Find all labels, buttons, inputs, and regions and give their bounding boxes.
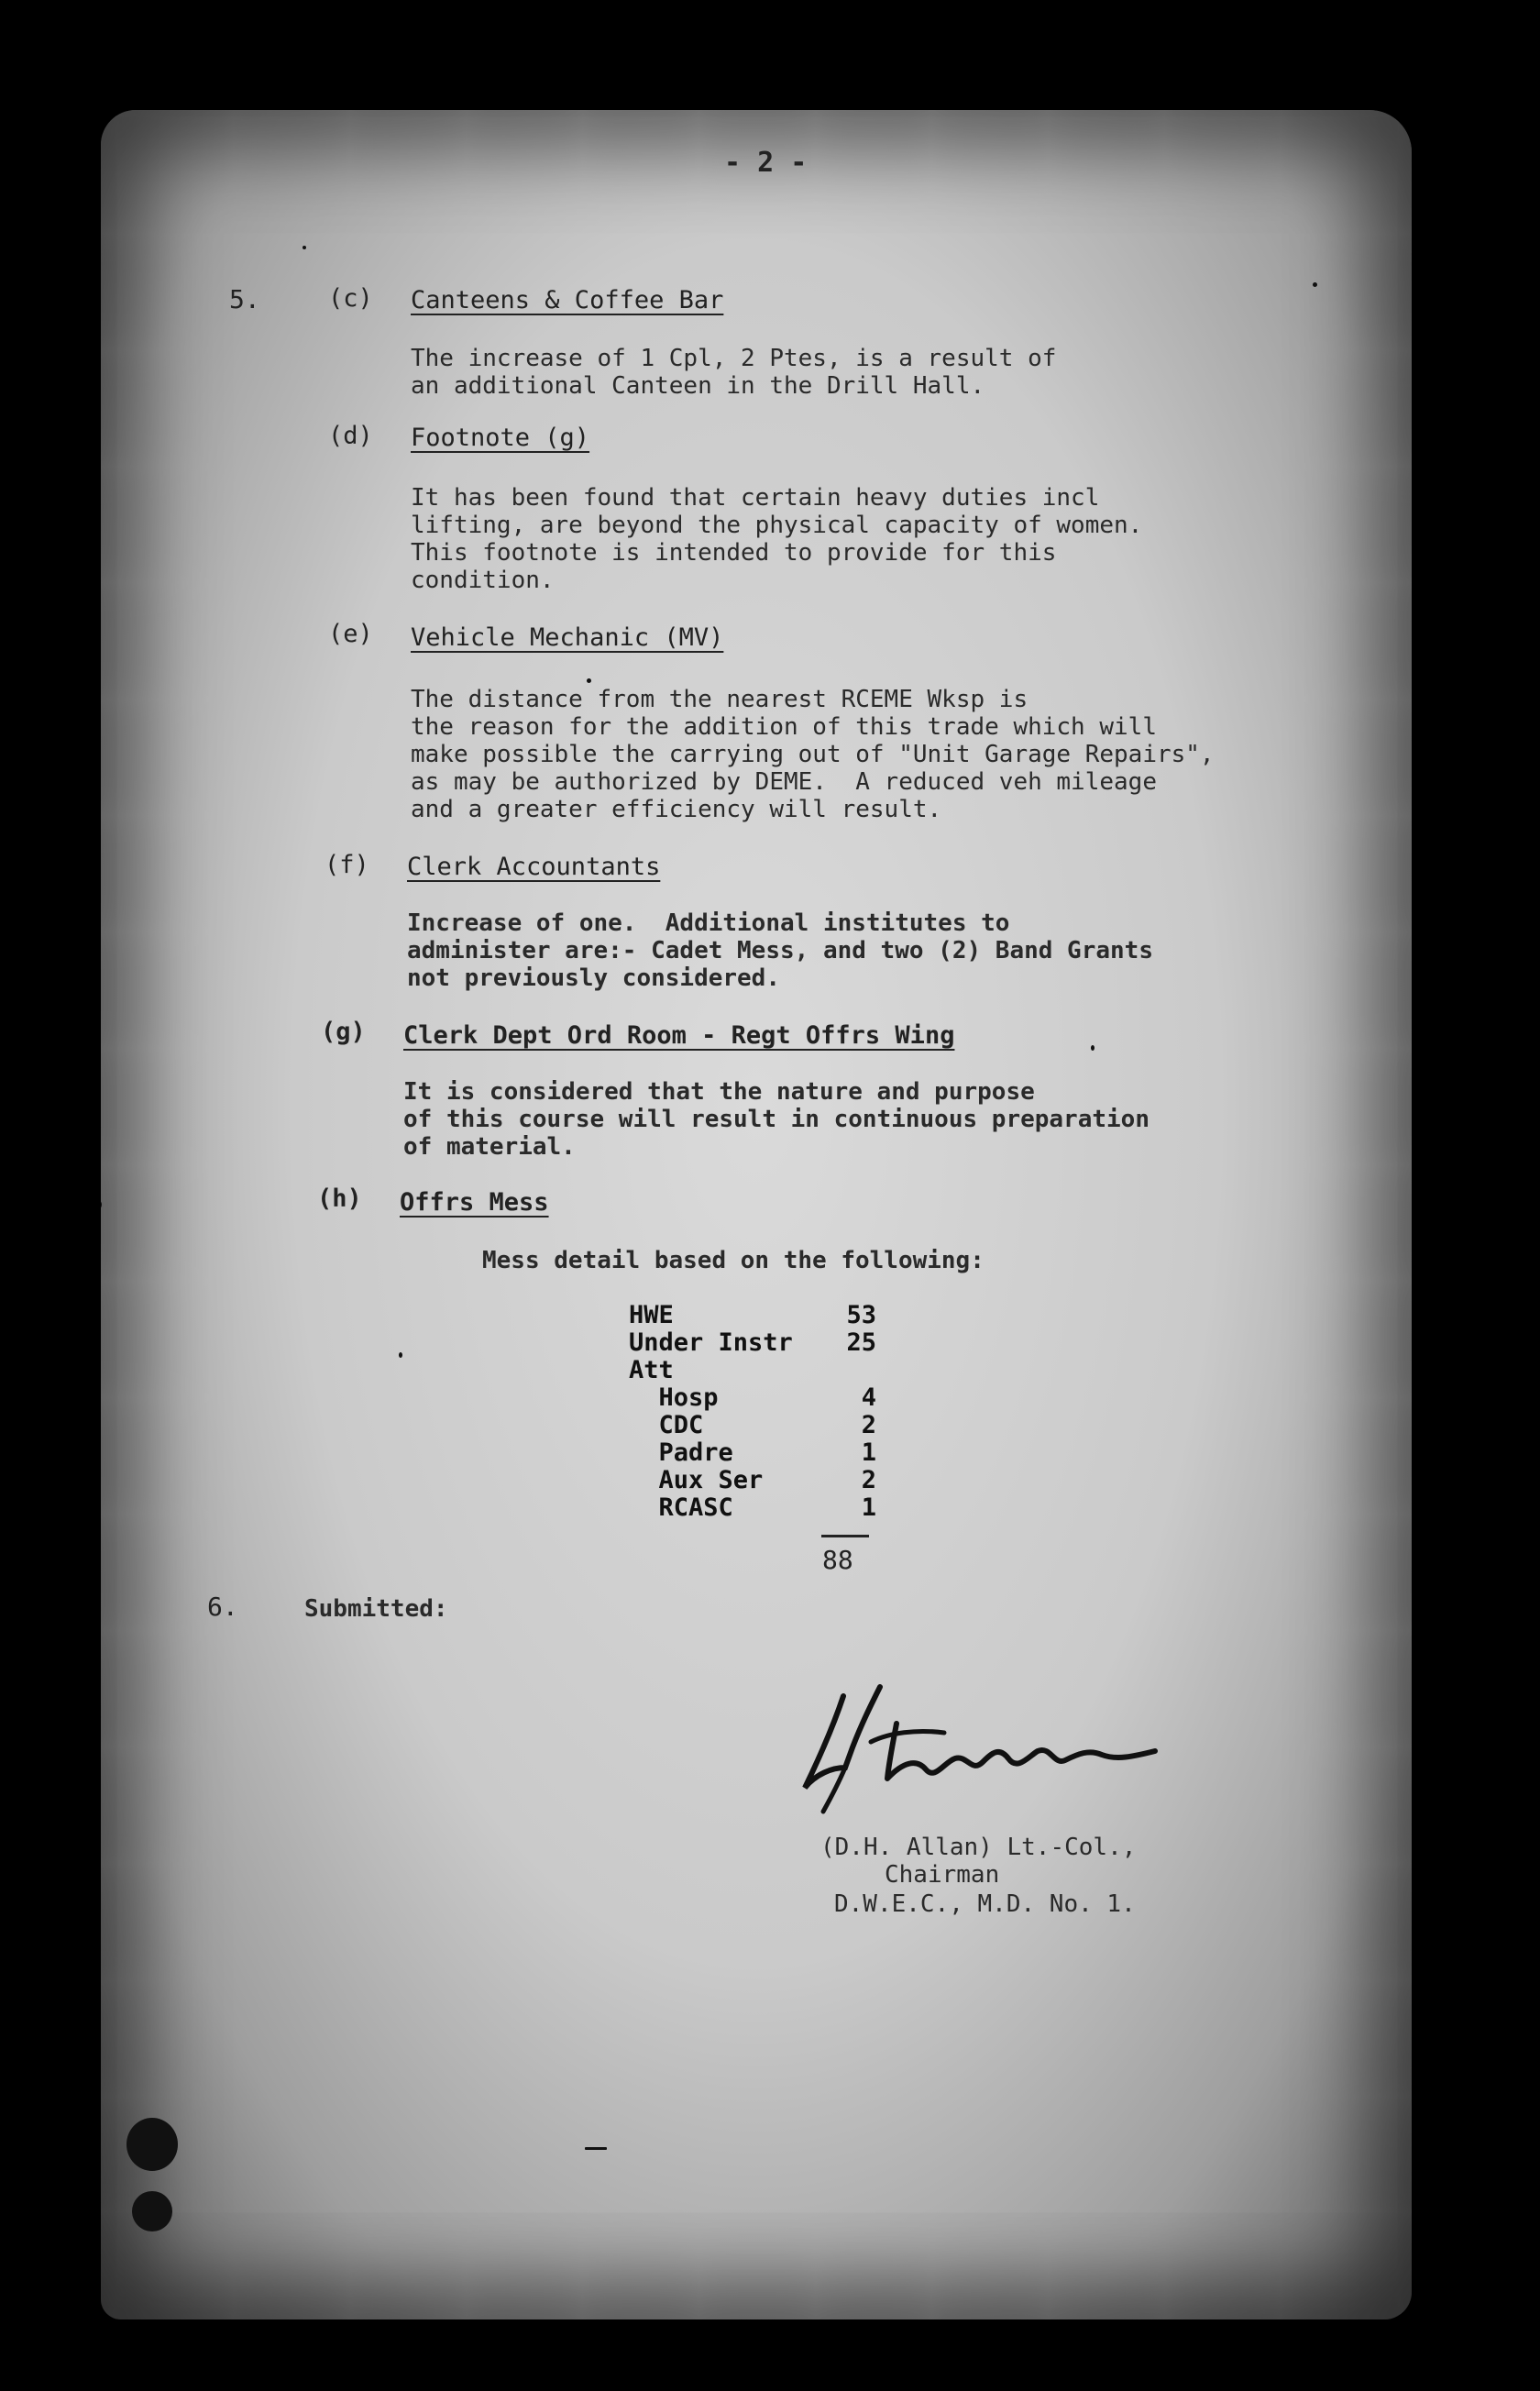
speckle [399, 1352, 402, 1358]
page-number: - 2 - [724, 147, 808, 179]
subitem-h-text: Mess detail based on the following: [482, 1247, 984, 1274]
item-number-5: 5. [229, 284, 260, 314]
mess-total: 88 [822, 1545, 853, 1575]
mess-table-row [629, 1467, 876, 1494]
subitem-e-heading: Vehicle Mechanic (MV) [411, 623, 724, 652]
signatory-name: (D.H. Allan) Lt.-Col., [820, 1834, 1137, 1861]
mess-row-name: CDC [629, 1411, 704, 1439]
speckle [1313, 282, 1317, 287]
speckle [1091, 1045, 1094, 1051]
subitem-g-text: It is considered that the nature and purpose of this course will result in continuous preparation of material. [403, 1078, 1150, 1161]
subitem-c-label: (c) [328, 284, 373, 313]
mess-row-value: 1 [861, 1438, 876, 1467]
mess-table-row [629, 1439, 876, 1467]
mess-table-row [629, 1412, 876, 1439]
mess-row-name: HWE [629, 1301, 674, 1329]
subitem-f-text: Increase of one. Additional institutes to administer are:- Cadet Mess, and two (2) Band Grants not previously considered. [407, 909, 1153, 992]
subitem-f-label: (f) [324, 851, 369, 879]
mess-row-value: 1 [861, 1493, 876, 1522]
subitem-g-label: (g) [321, 1018, 366, 1046]
punch-hole-artifact [126, 2118, 178, 2171]
mess-row-name: RCASC [629, 1493, 733, 1522]
mess-row-value: 25 [846, 1328, 876, 1357]
mess-row-name: Att [629, 1356, 674, 1384]
subitem-g-heading: Clerk Dept Ord Room - Regt Offrs Wing [403, 1021, 955, 1050]
speckle [585, 2147, 607, 2150]
subitem-d-text: It has been found that certain heavy duties incl lifting, are beyond the physical capacity of women. This footnote is intended to provide for this condition. [411, 484, 1143, 594]
mess-row-value: 4 [861, 1383, 876, 1412]
mess-row-value: 2 [861, 1411, 876, 1439]
subitem-h-label: (h) [317, 1184, 362, 1213]
subitem-e-text: The distance from the nearest RCEME Wksp is the reason for the addition of this trade which will make possible the carrying out of "Unit Garage Repairs", as may be authorized by DEME. A reduced veh mileage and a greater efficiency will result. [411, 686, 1215, 823]
mess-table-row [629, 1357, 876, 1384]
document-page [101, 110, 1412, 2319]
mess-table-row [629, 1384, 876, 1412]
item-number-6: 6. [207, 1592, 238, 1622]
mess-row-name: Hosp [629, 1383, 719, 1412]
mess-row-name: Under Instr [629, 1328, 793, 1357]
speckle [587, 678, 591, 683]
subitem-c-heading: Canteens & Coffee Bar [411, 286, 724, 314]
speckle [302, 246, 306, 249]
mess-detail-table [629, 1302, 876, 1522]
mess-row-value: 53 [846, 1301, 876, 1329]
mess-row-value [840, 1357, 876, 1384]
mess-row-name: Padre [629, 1438, 733, 1467]
punch-hole-artifact [132, 2191, 172, 2231]
mess-table-row [629, 1302, 876, 1329]
speckle [101, 1201, 102, 1208]
subitem-f-heading: Clerk Accountants [407, 853, 661, 881]
total-rule [821, 1535, 869, 1537]
handwritten-signature [779, 1659, 1164, 1834]
subitem-c-text: The increase of 1 Cpl, 2 Ptes, is a result of an additional Canteen in the Drill Hall. [411, 345, 1057, 400]
subitem-d-heading: Footnote (g) [411, 424, 590, 452]
subitem-e-label: (e) [328, 620, 373, 648]
mess-table-row [629, 1329, 876, 1357]
subitem-h-heading: Offrs Mess [400, 1188, 549, 1217]
signatory-title: Chairman [885, 1861, 1000, 1889]
subitem-d-label: (d) [328, 422, 373, 450]
submitted-label: Submitted: [304, 1595, 448, 1623]
mess-row-value: 2 [861, 1466, 876, 1494]
signatory-org: D.W.E.C., M.D. No. 1. [834, 1890, 1136, 1918]
mess-table-row [629, 1494, 876, 1522]
mess-row-name: Aux Ser [629, 1466, 764, 1494]
